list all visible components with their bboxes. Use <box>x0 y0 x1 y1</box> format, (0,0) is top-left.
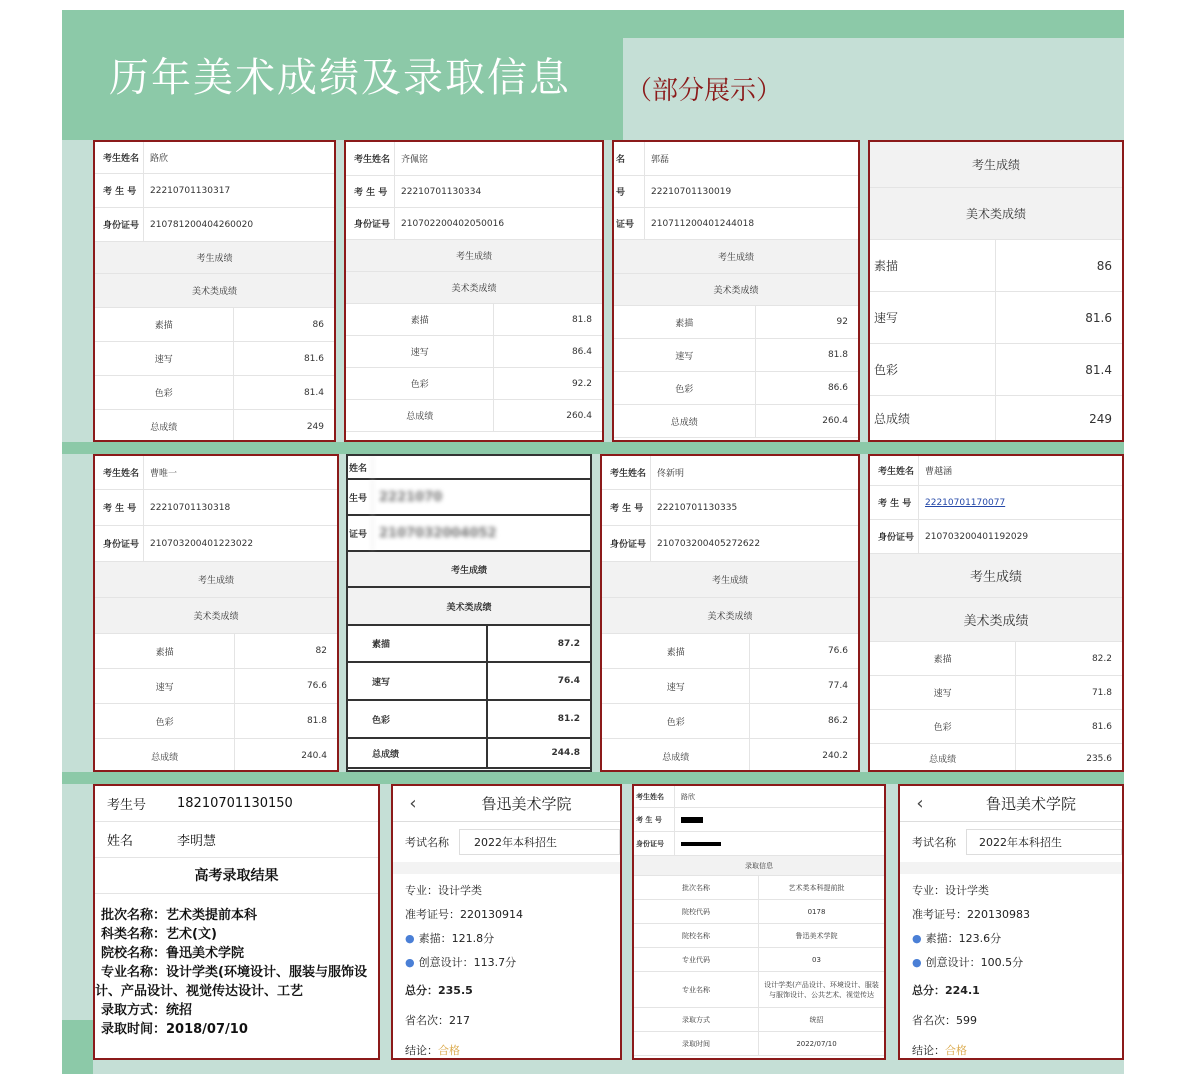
subject-score: 71.8 <box>1091 687 1112 698</box>
info-value: 齐佩铭 <box>394 142 602 175</box>
info-row <box>346 142 602 176</box>
score-row <box>870 710 1122 744</box>
section-header: 考生成绩 <box>348 552 590 588</box>
subject-label: 总成绩 <box>870 744 1016 772</box>
info-value <box>372 456 590 478</box>
admission-details <box>95 894 378 1039</box>
record-row <box>634 948 884 972</box>
subject-label: 色彩 <box>346 368 494 399</box>
school-name: 鲁迅美术学院 <box>985 795 1076 813</box>
record-label: 专业代码 <box>634 948 759 971</box>
admission-line: 专业名称：设计学类(环境设计、服装与服饰设 <box>101 965 367 980</box>
info-label: 考生姓名 <box>878 467 915 477</box>
score-row <box>346 304 602 336</box>
info-value: 曹唯一 <box>143 456 337 489</box>
info-row <box>95 456 337 490</box>
subject-label: 色彩 <box>614 372 756 404</box>
subject-label: 速写 <box>95 669 235 703</box>
record-info-value <box>674 832 884 855</box>
record-label: 批次名称 <box>634 876 759 899</box>
admission-line: 科类名称：艺术(文) <box>101 927 217 942</box>
score-row <box>348 739 590 769</box>
info-row <box>602 526 858 562</box>
record-heading: 录取信息 <box>634 856 884 876</box>
score-row <box>346 336 602 368</box>
info-row <box>870 456 1122 486</box>
section-header: 美术类成绩 <box>870 188 1122 240</box>
record-value: 2022/07/10 <box>796 1039 837 1048</box>
score-row <box>870 396 1122 442</box>
subject-score: 77.4 <box>827 681 848 691</box>
info-value: 22210701130334 <box>394 176 602 207</box>
exam-value: 2022年本科招生 <box>966 829 1122 855</box>
subject-score: 86 <box>1096 258 1112 273</box>
section-header: 美术类成绩 <box>95 274 334 308</box>
info-label: 考 生 号 <box>103 187 137 197</box>
subject-label: 色彩 <box>95 376 234 409</box>
subject-label: 色彩 <box>348 701 488 737</box>
page-subtitle: （部分展示） <box>626 76 783 106</box>
section-header: 美术类成绩 <box>346 272 602 304</box>
major-line: 专业：设计学类 <box>912 884 989 897</box>
info-label: 考 生 号 <box>103 504 137 514</box>
info-value: 路欣 <box>143 142 334 173</box>
subject-label: 速写 <box>870 292 996 343</box>
record-info-row <box>634 832 884 856</box>
background-stripe-left <box>62 10 93 140</box>
score-row <box>348 663 590 701</box>
info-row <box>870 520 1122 554</box>
subject-line <box>900 926 1122 950</box>
bullet-icon: ● <box>405 956 415 969</box>
subject-label: 总成绩 <box>346 400 494 431</box>
score-card-4 <box>868 140 1124 442</box>
subject-label: 色彩 <box>602 704 750 738</box>
record-row <box>634 972 884 1008</box>
verdict-value: 合格 <box>945 1044 967 1057</box>
info-value: 210703200401223022 <box>143 526 337 561</box>
info-label: 考 生 号 <box>878 499 912 509</box>
score-row <box>348 626 590 663</box>
info-row <box>602 456 858 490</box>
record-label: 院校名称 <box>634 924 759 947</box>
score-row <box>614 306 858 339</box>
subject-score: 86.2 <box>827 716 848 726</box>
background-stripe-header <box>93 110 623 140</box>
back-arrow-icon[interactable]: ‹ <box>409 793 417 814</box>
subject-label: 素描 <box>870 642 1016 675</box>
section-header: 美术类成绩 <box>95 598 337 634</box>
info-row <box>870 486 1122 520</box>
admission-id-label: 考生号 <box>107 798 147 813</box>
info-row <box>614 208 858 240</box>
bullet-icon: ● <box>912 956 922 969</box>
score-row <box>346 400 602 432</box>
info-value: 22210701130019 <box>644 176 858 207</box>
section-header: 考生成绩 <box>346 240 602 272</box>
info-value: 22210701130318 <box>143 490 337 525</box>
score-row <box>614 405 858 438</box>
info-label: 姓名 <box>349 463 368 474</box>
info-label: 身份证号 <box>354 220 391 230</box>
section-header: 美术类成绩 <box>602 598 858 634</box>
school-name: 鲁迅美术学院 <box>481 795 572 813</box>
subject-label: 色彩 <box>870 710 1016 743</box>
info-value: 210781200404260020 <box>143 208 334 241</box>
info-row <box>614 142 858 176</box>
background-stripe-low <box>62 772 1124 784</box>
subject-label: 总成绩 <box>95 739 235 772</box>
subject-label: 速写 <box>346 336 494 367</box>
mobile-result-card-2 <box>898 784 1124 1060</box>
score-row <box>870 292 1122 344</box>
total-line: 总分：224.1 <box>912 984 980 997</box>
subject-score: 86.4 <box>571 346 592 357</box>
info-value: 210703200401192029 <box>918 520 1122 553</box>
exam-label: 考试名称 <box>912 836 956 849</box>
verdict-line <box>900 1032 1122 1060</box>
section-header: 考生成绩 <box>614 240 858 274</box>
subject-label: 素描 <box>614 306 756 338</box>
subject-label: 总成绩 <box>95 410 234 442</box>
info-row <box>348 480 590 516</box>
subject-score: 81.6 <box>1085 310 1112 325</box>
subject-label: 速写 <box>870 676 1016 709</box>
admission-name-row <box>95 822 378 858</box>
info-row <box>602 490 858 526</box>
score-card-3 <box>612 140 860 442</box>
rank-line: 省名次：217 <box>405 1014 470 1027</box>
score-row <box>95 739 337 772</box>
verdict-label: 结论： <box>912 1044 945 1057</box>
info-label: 考 生 号 <box>354 188 388 198</box>
info-row <box>614 176 858 208</box>
record-label: 录取时间 <box>634 1032 759 1055</box>
section-header: 考生成绩 <box>870 554 1122 598</box>
record-row <box>634 1032 884 1056</box>
score-card-2 <box>344 140 604 442</box>
admission-line: 批次名称：艺术类提前本科 <box>101 908 258 923</box>
admission-heading: 高考录取结果 <box>95 858 378 894</box>
verdict-label: 结论： <box>405 1044 438 1057</box>
info-value: 佟新明 <box>650 456 858 489</box>
score-row <box>95 634 337 669</box>
subject-score: 76.6 <box>306 681 327 691</box>
back-arrow-icon[interactable]: ‹ <box>916 793 924 814</box>
score-row <box>870 344 1122 396</box>
subject-score: 81.8 <box>306 716 327 726</box>
mobile-top-bar <box>393 786 620 822</box>
subject-score: 86 <box>312 319 324 330</box>
info-label: 考 生 号 <box>610 504 644 514</box>
info-row <box>348 516 590 552</box>
subject-score: 260.4 <box>566 410 592 421</box>
subject-label: 素描 <box>346 304 494 335</box>
score-row <box>95 376 334 410</box>
record-value: 0178 <box>807 907 826 916</box>
subject-score: 82.2 <box>1091 653 1112 664</box>
record-label: 院校代码 <box>634 900 759 923</box>
info-label: 名 <box>616 155 626 165</box>
subject-score: 81.8 <box>827 350 848 360</box>
subject-label: 色彩 <box>870 344 996 395</box>
score-row <box>602 669 858 704</box>
info-label: 身份证号 <box>878 533 915 543</box>
subject-score: 81.4 <box>303 387 324 398</box>
subject-score: 92.2 <box>571 378 592 389</box>
score-row <box>614 372 858 405</box>
subject-score: 86.6 <box>827 383 848 393</box>
record-row <box>634 900 884 924</box>
subject-score: 249 <box>1089 411 1112 426</box>
score-card-7 <box>600 454 860 772</box>
exam-value: 2022年本科招生 <box>459 829 620 855</box>
subject-label: 素描 <box>348 626 488 661</box>
section-header: 考生成绩 <box>95 242 334 274</box>
admission-id-value: 18210701130150 <box>177 796 293 811</box>
subject-label: 素描 <box>602 634 750 668</box>
subject-label: 素描 <box>95 634 235 668</box>
background-stripe-top <box>62 10 1124 38</box>
info-label: 考生姓名 <box>103 469 140 479</box>
info-row <box>95 174 334 208</box>
info-label: 考生姓名 <box>354 155 391 165</box>
subject-line <box>393 950 620 974</box>
info-value: 22210701170077 <box>918 486 1122 519</box>
score-row <box>614 339 858 372</box>
mobile-result-card-1 <box>391 784 622 1060</box>
info-value: 210703200405272622 <box>650 526 858 561</box>
score-card-6 <box>346 454 592 772</box>
bullet-icon: ● <box>912 932 922 945</box>
info-label: 生号 <box>349 493 368 504</box>
redaction-mark <box>681 817 703 823</box>
subject-score: 92 <box>836 317 848 327</box>
rank-line: 省名次：599 <box>912 1014 977 1027</box>
admission-result-card <box>93 784 380 1060</box>
subject-label: 速写 <box>95 342 234 375</box>
info-value: 210702200402050016 <box>394 208 602 239</box>
record-value: 设计学类(产品设计、环境设计、服装与服饰设计、公共艺术、视觉传达 <box>764 980 879 999</box>
subject-score: 249 <box>306 421 324 432</box>
total-line: 总分：235.5 <box>405 984 473 997</box>
subject-label: 速写 <box>602 669 750 703</box>
record-info-row <box>634 808 884 832</box>
score-card-5 <box>93 454 339 772</box>
section-header: 美术类成绩 <box>348 588 590 626</box>
verdict-line <box>393 1032 620 1060</box>
score-row <box>95 410 334 442</box>
info-label: 证号 <box>349 529 368 540</box>
section-header: 考生成绩 <box>95 562 337 598</box>
exam-row <box>393 822 620 862</box>
admission-name-value: 李明慧 <box>177 834 217 849</box>
subject-label: 色彩 <box>95 704 235 738</box>
subject-label: 素描 <box>95 308 234 341</box>
record-info-label: 考生姓名 <box>636 792 664 801</box>
info-row <box>95 490 337 526</box>
info-value: 22210701130317 <box>143 174 334 207</box>
info-label: 身份证号 <box>103 221 140 231</box>
score-row <box>602 704 858 739</box>
info-label: 身份证号 <box>103 540 140 550</box>
bullet-icon: ● <box>405 932 415 945</box>
subject-text: 素描：121.8分 <box>418 932 495 945</box>
subject-label: 总成绩 <box>614 405 756 437</box>
info-row <box>346 208 602 240</box>
record-label: 专业名称 <box>634 972 759 1007</box>
info-label: 考生姓名 <box>103 154 140 164</box>
admission-line: 录取方式：统招 <box>101 1003 193 1018</box>
score-row <box>870 744 1122 772</box>
record-info-value: 路欣 <box>674 786 884 807</box>
subject-score: 240.2 <box>822 751 848 761</box>
exam-row <box>900 822 1122 862</box>
redaction-mark <box>681 842 721 846</box>
subject-score: 81.4 <box>1085 362 1112 377</box>
score-row <box>95 669 337 704</box>
score-row <box>95 308 334 342</box>
score-row <box>95 342 334 376</box>
subject-score: 87.2 <box>557 638 580 649</box>
ticket-line: 准考证号：220130914 <box>405 908 523 921</box>
record-value: 统招 <box>809 1015 824 1024</box>
subject-line <box>393 926 620 950</box>
verdict-value: 合格 <box>438 1044 460 1057</box>
subject-text: 创意设计：113.7分 <box>418 956 517 969</box>
mobile-top-bar <box>900 786 1122 822</box>
info-value: 郭磊 <box>644 142 858 175</box>
info-label: 证号 <box>616 220 635 230</box>
subject-label: 速写 <box>348 663 488 699</box>
record-row <box>634 1008 884 1032</box>
subject-score: 82 <box>315 646 327 656</box>
mobile-divider <box>900 862 1122 874</box>
score-row <box>602 634 858 669</box>
admission-line: 录取时间：2018/07/10 <box>101 1022 248 1037</box>
admission-id-row <box>95 786 378 822</box>
score-card-1 <box>93 140 336 442</box>
section-header: 考生成绩 <box>870 142 1122 188</box>
score-row <box>348 701 590 739</box>
record-label: 录取方式 <box>634 1008 759 1031</box>
subject-score: 81.2 <box>557 714 580 724</box>
info-row <box>95 208 334 242</box>
record-row <box>634 876 884 900</box>
subject-score: 81.6 <box>1091 721 1112 732</box>
subject-score: 260.4 <box>822 416 848 426</box>
page-title: 历年美术成绩及录取信息 <box>93 38 623 110</box>
major-line: 专业：设计学类 <box>405 884 482 897</box>
background-stripe-mid <box>62 442 1124 454</box>
info-label: 号 <box>616 188 626 198</box>
admission-record-card <box>632 784 886 1060</box>
info-value: 曹越涵 <box>918 456 1122 485</box>
info-row <box>95 526 337 562</box>
info-row <box>348 456 590 480</box>
subject-score: 240.4 <box>301 751 327 761</box>
subject-score: 76.6 <box>827 646 848 656</box>
score-row <box>346 368 602 400</box>
info-label: 身份证号 <box>610 540 647 550</box>
record-value: 鲁迅美术学院 <box>795 931 838 940</box>
subject-score: 81.8 <box>571 314 592 325</box>
subject-score: 244.8 <box>551 748 580 758</box>
subject-label: 总成绩 <box>348 739 488 767</box>
info-row <box>346 176 602 208</box>
subject-score: 81.6 <box>303 353 324 364</box>
record-value: 03 <box>812 955 821 964</box>
subject-label: 素描 <box>870 240 996 291</box>
background-stripe-bottom <box>62 1020 93 1074</box>
subject-label: 总成绩 <box>870 396 996 441</box>
section-header: 美术类成绩 <box>614 274 858 306</box>
info-value: 2107032004052 <box>372 516 590 550</box>
score-row <box>870 642 1122 676</box>
subject-text: 创意设计：100.5分 <box>925 956 1024 969</box>
admission-name-label: 姓名 <box>107 834 134 849</box>
subject-score: 235.6 <box>1086 753 1112 764</box>
record-info-value <box>674 808 884 831</box>
exam-label: 考试名称 <box>405 836 449 849</box>
section-header: 考生成绩 <box>602 562 858 598</box>
section-header: 美术类成绩 <box>870 598 1122 642</box>
score-row <box>602 739 858 772</box>
score-row <box>870 240 1122 292</box>
admission-line: 院校名称：鲁迅美术学院 <box>101 946 245 961</box>
record-info-label: 身份证号 <box>636 839 664 848</box>
admission-line: 计、产品设计、视觉传达设计、工艺 <box>95 984 304 999</box>
score-card-8 <box>868 454 1124 772</box>
score-row <box>870 676 1122 710</box>
ticket-line: 准考证号：220130983 <box>912 908 1030 921</box>
info-value: 210711200401244018 <box>644 208 858 239</box>
info-value: 2221070 <box>372 480 590 514</box>
record-row <box>634 924 884 948</box>
subject-label: 总成绩 <box>602 739 750 772</box>
mobile-divider <box>393 862 620 874</box>
info-row <box>95 142 334 174</box>
info-value: 22210701130335 <box>650 490 858 525</box>
record-value: 艺术类本科提前批 <box>788 883 845 892</box>
info-label: 考生姓名 <box>610 469 647 479</box>
subject-line <box>900 950 1122 974</box>
subject-score: 76.4 <box>557 676 580 686</box>
subject-text: 素描：123.6分 <box>925 932 1002 945</box>
record-info-row <box>634 786 884 808</box>
subject-label: 速写 <box>614 339 756 371</box>
record-info-label: 考 生 号 <box>636 815 662 824</box>
score-row <box>95 704 337 739</box>
